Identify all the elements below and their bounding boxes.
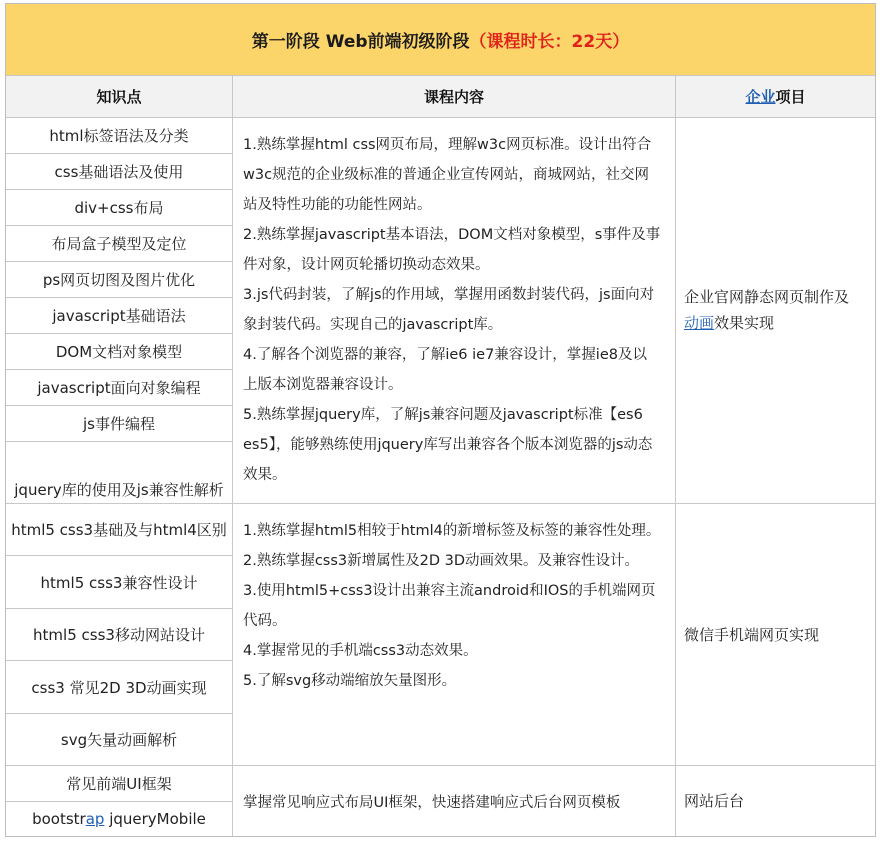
knowledge-item: css基础语法及使用 <box>6 154 233 190</box>
knowledge-item: html标签语法及分类 <box>6 118 233 154</box>
knowledge-item: js事件编程 <box>6 406 233 442</box>
content-paragraph: 2.熟练掌握css3新增属性及2D 3D动画效果。及兼容性设计。 <box>243 553 640 569</box>
knowledge-item: jquery库的使用及js兼容性解析 <box>6 442 233 504</box>
knowledge-text: jqueryMobile <box>104 810 206 828</box>
content-paragraph: 4.掌握常见的手机端css3动态效果。 <box>243 643 478 659</box>
knowledge-item: html5 css3移动网站设计 <box>6 609 233 661</box>
project-1 <box>676 118 875 504</box>
header-knowledge: 知识点 <box>6 76 233 118</box>
stage-title <box>6 4 875 76</box>
knowledge-item: html5 css3兼容性设计 <box>6 556 233 609</box>
knowledge-item: 布局盒子模型及定位 <box>6 226 233 262</box>
content-paragraph: 1.熟练掌握html5相较于html4的新增标签及标签的兼容性处理。 <box>243 523 661 539</box>
stage-duration: （课程时长：22天） <box>469 32 630 52</box>
knowledge-item: javascript面向对象编程 <box>6 370 233 406</box>
content-paragraph: 1.熟练掌握html css网页布局，理解w3c网页标准。设计出符合w3c规范的企业级标准的普通企业宣传网站，商城网站，社交网站及特性功能的功能性网站。 <box>243 137 652 213</box>
content-paragraph: 5.熟练掌握jquery库，了解js兼容问题及javascript标准【es6 es5】，能够熟练使用jquery库写出兼容各个版本浏览器的js动态效果。 <box>243 407 653 483</box>
knowledge-item: css3 常见2D 3D动画实现 <box>6 661 233 714</box>
project-text: 效果实现 <box>714 313 775 332</box>
content-paragraph: 3.js代码封装，了解js的作用域，掌握用函数封装代码，js面向对象封装代码。实现自己的javascript库。 <box>243 287 655 333</box>
content-paragraph: 4.了解各个浏览器的兼容，了解ie6 ie7兼容设计，掌握ie8及以上版本浏览器兼容设计。 <box>243 347 647 393</box>
content-paragraph: 2.熟练掌握javascript基本语法，DOM文档对象模型，s事件及事件对象，设计网页轮播切换动态效果。 <box>243 227 661 273</box>
curriculum-table <box>5 3 876 837</box>
knowledge-item: svg矢量动画解析 <box>6 714 233 766</box>
knowledge-item: ps网页切图及图片优化 <box>6 262 233 298</box>
header-project-link[interactable]: 企业 <box>745 88 776 106</box>
header-project <box>676 76 875 118</box>
knowledge-item: DOM文档对象模型 <box>6 334 233 370</box>
knowledge-item: html5 css3基础及与html4区别 <box>6 504 233 556</box>
project-3: 网站后台 <box>684 792 745 810</box>
bootstrap-link[interactable]: ap <box>85 810 105 828</box>
knowledge-item: 常见前端UI框架 <box>6 766 233 802</box>
project-text: 企业官网静态网页制作及 <box>684 287 850 306</box>
header-project-label: 项目 <box>775 88 806 106</box>
header-content: 课程内容 <box>233 76 676 118</box>
knowledge-item: div+css布局 <box>6 190 233 226</box>
stage-title-main: 第一阶段 Web前端初级阶段 <box>251 32 470 52</box>
project-2: 微信手机端网页实现 <box>676 504 875 766</box>
course-content-2 <box>233 504 676 766</box>
content-paragraph: 5.了解svg移动端缩放矢量图形。 <box>243 673 457 689</box>
knowledge-text: bootstr <box>32 810 86 828</box>
knowledge-item: javascript基础语法 <box>6 298 233 334</box>
course-content-3: 掌握常见响应式布局UI框架，快速搭建响应式后台网页模板 <box>233 766 676 836</box>
course-content-1 <box>233 118 676 504</box>
knowledge-item <box>6 802 233 836</box>
animation-link[interactable]: 动画 <box>684 313 715 332</box>
content-paragraph: 3.使用html5+css3设计出兼容主流android和IOS的手机端网页代码。 <box>243 583 656 629</box>
